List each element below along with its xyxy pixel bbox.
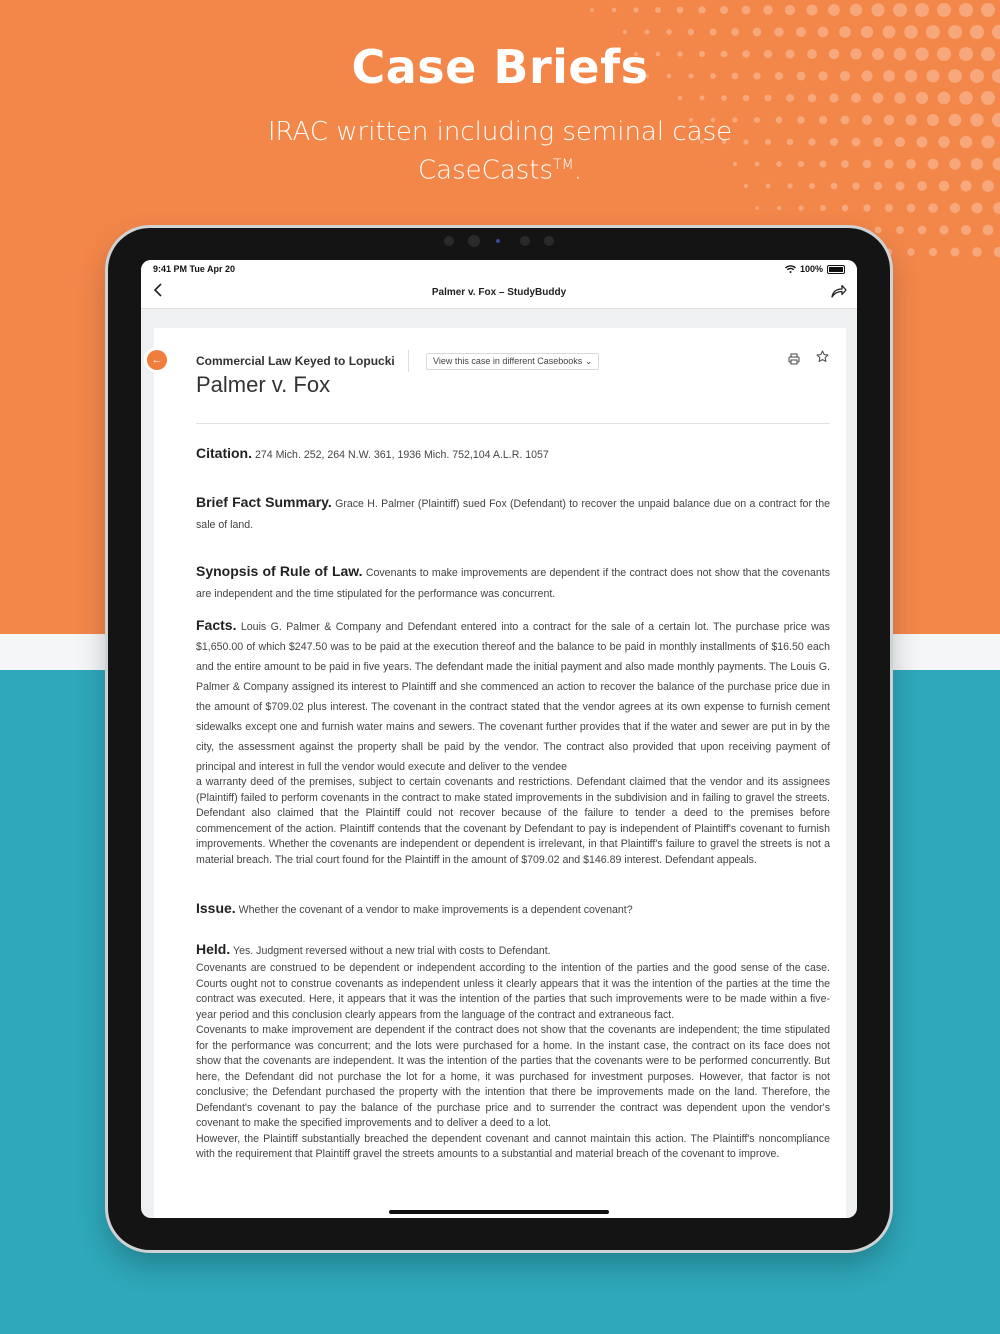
- pattern-dot: [993, 202, 1000, 214]
- share-icon[interactable]: [831, 284, 847, 303]
- sensor-dot: [520, 236, 530, 246]
- pattern-dot: [809, 183, 815, 189]
- pattern-dot: [797, 116, 805, 124]
- pattern-dot: [755, 206, 759, 210]
- pattern-dot: [830, 138, 838, 146]
- promo-subline-end: .: [573, 155, 582, 186]
- pattern-dot: [776, 161, 782, 167]
- pattern-dot: [992, 25, 1000, 39]
- pattern-dot: [927, 114, 939, 126]
- pattern-dot: [831, 183, 838, 190]
- pattern-dot: [949, 158, 960, 169]
- held-section: [196, 939, 830, 1163]
- pattern-dot: [765, 139, 771, 145]
- pattern-dot: [883, 26, 896, 39]
- pattern-dot: [820, 205, 826, 211]
- pattern-dot: [828, 4, 840, 16]
- pattern-dot: [742, 6, 751, 15]
- wifi-icon: [785, 265, 796, 273]
- casebook-title: Commercial Law Keyed to Lopucki: [196, 354, 395, 368]
- pattern-dot: [807, 5, 818, 16]
- casebook-dropdown-label: View this case in different Casebooks: [433, 356, 583, 366]
- pattern-dot: [776, 117, 783, 124]
- pattern-dot: [926, 25, 940, 39]
- pattern-dot: [951, 248, 960, 257]
- pattern-dot: [763, 5, 773, 15]
- battery-percent: 100%: [799, 264, 823, 274]
- pattern-dot: [982, 180, 994, 192]
- pattern-dot: [981, 135, 994, 148]
- pattern-dot: [948, 25, 962, 39]
- status-time: 9:41 PM Tue Apr 20: [153, 264, 236, 274]
- pattern-dot: [787, 139, 794, 146]
- pattern-dot: [819, 160, 826, 167]
- pattern-dot: [798, 161, 804, 167]
- home-indicator[interactable]: [389, 1210, 609, 1214]
- pattern-dot: [885, 204, 893, 212]
- case-brief-card: [154, 328, 846, 1218]
- pattern-dot: [894, 92, 905, 103]
- facts-text-1: Louis G. Palmer & Company and Defendant entered into a contract for the sale of a certain lot. The purchase price was $1,650.00 of which $247.50 was to be paid at the execution thereof and the balance to be paid in monthly installments of $16.50 each and the entire amount to be paid in five years. The defendant made the initial payment and also made monthly payments. The Louis G. Palmer & Company assigned its interest to Plaintiff and she commenced an action to recover the balance of the purchase price due in the amount of $709.02 plus interest. The covenant in the contract stated that the vendor agrees at its own expense to furnish cement sidewalks except one and furnish water mains and sewers. The covenant further provides that if the water and sewer are put in by the city, the assessment against the property shall be paid by the vendor. The contract also provided that upon receiving payment of principal and interest in full the vendor would execute and deliver to the vendee: [196, 621, 830, 773]
- print-icon[interactable]: [788, 352, 800, 370]
- held-heading: Held.: [196, 941, 231, 957]
- facts-paragraph: [196, 615, 830, 777]
- pattern-dot: [950, 203, 960, 213]
- pattern-dot: [960, 180, 971, 191]
- title-divider: [196, 423, 830, 424]
- pattern-dot: [612, 8, 616, 12]
- pattern-dot: [655, 7, 661, 13]
- pattern-dot: [755, 162, 760, 167]
- chevron-down-icon: ⌄: [584, 356, 593, 366]
- promo-subline: [250, 116, 750, 188]
- pattern-dot: [884, 159, 893, 168]
- pattern-dot: [753, 28, 762, 37]
- pattern-dot: [766, 184, 771, 189]
- pattern-dot: [928, 203, 937, 212]
- citation-heading: Citation.: [196, 445, 252, 461]
- pattern-dot: [688, 29, 694, 35]
- pattern-dot: [906, 159, 916, 169]
- star-icon[interactable]: [816, 350, 829, 368]
- pattern-dot: [907, 204, 916, 213]
- status-indicators: [785, 264, 845, 274]
- back-to-list-icon[interactable]: ←: [147, 350, 167, 370]
- issue-text: Whether the covenant of a vendor to make improvements is a dependent covenant?: [238, 904, 633, 916]
- pattern-dot: [896, 226, 904, 234]
- camera-icon: [468, 235, 480, 247]
- synopsis-heading: Synopsis of Rule of Law.: [196, 563, 363, 579]
- pattern-dot: [874, 226, 881, 233]
- pattern-dot: [896, 182, 905, 191]
- held-paragraph-2: Covenants to make improvement are dependent if the contract does not show that the covenants are independent; the time stipulated for the performance was concurrent; and the lots were purchased for a home. In the instant case, the contract on its face does not show that the covenants are independent. It was the intention of the parties that the covenants were to be performed concurrently. But here, the Defendant did not purchase the lot for a home, it was purchased for investment purposes. However, that factor is not conclusive; the Defendant purchased the property with the intention that there be improvements made on the land. Therefore, the Defendant's covenant to pay the balance of the purchase price and to surrender the contract was dependent upon the vendor's covenant to make the specified improvements and to deliver a deed to a lot.: [196, 1024, 830, 1129]
- sensor-dot: [544, 236, 554, 246]
- pattern-dot: [777, 206, 781, 210]
- trademark-mark: TM: [553, 157, 574, 173]
- pattern-dot: [623, 30, 627, 34]
- pattern-dot: [850, 4, 862, 16]
- pattern-dot: [972, 203, 983, 214]
- header-divider: [408, 350, 409, 372]
- pattern-dot: [666, 29, 672, 35]
- pattern-dot: [764, 94, 771, 101]
- held-summary: [196, 939, 830, 961]
- held-paragraph-3: However, the Plaintiff substantially breached the dependent covenant and cannot maintain this action. The Plaintiff's noncompliance with the requirement that Plaintiff gravel the streets amounts to a substantial and material breach of the covenant to improve.: [196, 1132, 830, 1160]
- promo-subline-text: IRAC written including seminal case CaseCasts: [267, 117, 733, 186]
- pattern-dot: [862, 115, 872, 125]
- pattern-dot: [992, 113, 1000, 127]
- pattern-dot: [983, 225, 994, 236]
- pattern-dot: [907, 248, 915, 256]
- pattern-dot: [829, 93, 838, 102]
- pattern-dot: [928, 159, 939, 170]
- sensor-dot: [444, 236, 454, 246]
- pattern-dot: [787, 183, 792, 188]
- pattern-dot: [938, 136, 950, 148]
- pattern-dot: [861, 26, 873, 38]
- pattern-dot: [981, 3, 995, 17]
- pattern-dot: [993, 158, 1000, 171]
- pattern-dot: [852, 182, 860, 190]
- pattern-dot: [851, 93, 861, 103]
- pattern-dot: [917, 181, 927, 191]
- pattern-dot: [863, 160, 872, 169]
- pattern-dot: [905, 114, 916, 125]
- pattern-dot: [677, 7, 684, 14]
- pattern-dot: [918, 226, 926, 234]
- status-bar: [141, 260, 857, 280]
- brief-fact-text: Grace H. Palmer (Plaintiff) sued Fox (Defendant) to recover the unpaid balance due on a contract for the sale of land.: [196, 498, 830, 531]
- pattern-dot: [874, 182, 882, 190]
- synopsis-text: Covenants to make improvements are dependent if the contract does not show that the covenants are independent and the time stipulated for the performance was concurrent.: [196, 567, 830, 600]
- pattern-dot: [678, 96, 682, 100]
- issue-section: [196, 901, 830, 919]
- facts-section: [196, 615, 830, 868]
- pattern-dot: [698, 6, 705, 13]
- brief-fact-section: [196, 492, 830, 536]
- pattern-dot: [645, 30, 650, 35]
- citation-section: [196, 446, 830, 464]
- pattern-dot: [863, 204, 870, 211]
- nav-bar: [141, 280, 857, 309]
- pattern-dot: [720, 6, 728, 14]
- case-title: Palmer v. Fox: [196, 372, 331, 397]
- pattern-dot: [709, 28, 716, 35]
- pattern-dot: [774, 27, 783, 36]
- pattern-dot: [785, 5, 795, 15]
- synopsis-section: [196, 561, 830, 605]
- pattern-dot: [731, 28, 739, 36]
- tablet-device-frame: [108, 228, 890, 1250]
- pattern-dot: [939, 225, 948, 234]
- brief-fact-heading: Brief Fact Summary.: [196, 494, 332, 510]
- pattern-dot: [743, 95, 749, 101]
- nav-title: Palmer v. Fox – StudyBuddy: [431, 287, 567, 298]
- pattern-dot: [818, 27, 829, 38]
- pattern-dot: [972, 247, 982, 257]
- pattern-dot: [895, 137, 905, 147]
- pattern-dot: [700, 96, 705, 101]
- pattern-dot: [633, 7, 638, 12]
- promo-headline: Case Briefs: [351, 40, 649, 94]
- pattern-dot: [949, 114, 962, 127]
- pattern-dot: [840, 115, 849, 124]
- pattern-dot: [970, 113, 983, 126]
- held-paragraph-1: Covenants are construed to be dependent or independent according to the intention of the parties and the good sense of the case. Courts ought not to construe covenants as independent unless it clearly appears that it was the intention of the parties at the time the contract was executed. Here, it appears that it was the intention of the parties that such improvements were to be made within a five-year period and this conclusion clearly appears from the language of the contract and extraneous fact.: [196, 962, 830, 1021]
- tablet-screen: [141, 260, 857, 1218]
- pattern-dot: [970, 25, 984, 39]
- battery-icon: [827, 265, 845, 274]
- pattern-dot: [786, 94, 794, 102]
- pattern-dot: [819, 116, 827, 124]
- pattern-dot: [917, 137, 928, 148]
- pattern-dot: [798, 205, 803, 210]
- pattern-dot: [893, 3, 907, 17]
- pattern-dot: [961, 225, 971, 235]
- pattern-dot: [959, 3, 973, 17]
- pattern-dot: [873, 93, 884, 104]
- pattern-dot: [960, 136, 972, 148]
- pattern-dot: [904, 25, 918, 39]
- pattern-dot: [721, 95, 727, 101]
- pattern-dot: [808, 94, 817, 103]
- pattern-dot: [590, 8, 594, 12]
- pattern-dot: [754, 117, 760, 123]
- pattern-dot: [808, 138, 815, 145]
- pattern-dot: [839, 26, 850, 37]
- pattern-dot: [937, 3, 951, 17]
- citation-text: 274 Mich. 252, 264 N.W. 361, 1936 Mich. 752,104 A.L.R. 1057: [254, 449, 549, 461]
- facts-text-2: a warranty deed of the premises, subject to certain covenants and restrictions. Defendant claimed that the vendor and its assignees (Plaintiff) failed to perform covenants in the contract to make stated improvements in the subdivision and in failing to gravel the streets. Defendant also claimed that the Plaintiff could not recover because of the failure to tender a deed to the premises before commencement of the action. Plaintiff contends that the covenant by Defendant to pay is independent of Plaintiff's covenant to furnish improvements. Whether the covenants are independent or dependent is irrelevant, in that Plaintiff's failure to gravel the streets is not a material breach. The trial court found for the Plaintiff in the amount of $709.02 and $146.89 interest. Defendant appeals.: [196, 776, 830, 866]
- pattern-dot: [841, 160, 849, 168]
- casebook-dropdown[interactable]: [426, 353, 599, 370]
- pattern-dot: [915, 3, 929, 17]
- pattern-dot: [796, 27, 806, 37]
- camera-indicator: [496, 239, 500, 243]
- pattern-dot: [929, 248, 937, 256]
- held-text: Yes. Judgment reversed without a new trial with costs to Defendant.: [233, 945, 551, 957]
- pattern-dot: [939, 181, 949, 191]
- pattern-dot: [994, 247, 1000, 257]
- pattern-dot: [873, 137, 882, 146]
- issue-heading: Issue.: [196, 900, 236, 916]
- pattern-dot: [971, 158, 983, 170]
- pattern-dot: [884, 115, 894, 125]
- facts-heading: Facts.: [196, 617, 237, 633]
- pattern-dot: [852, 138, 861, 147]
- pattern-dot: [871, 3, 884, 16]
- pattern-dot: [842, 205, 849, 212]
